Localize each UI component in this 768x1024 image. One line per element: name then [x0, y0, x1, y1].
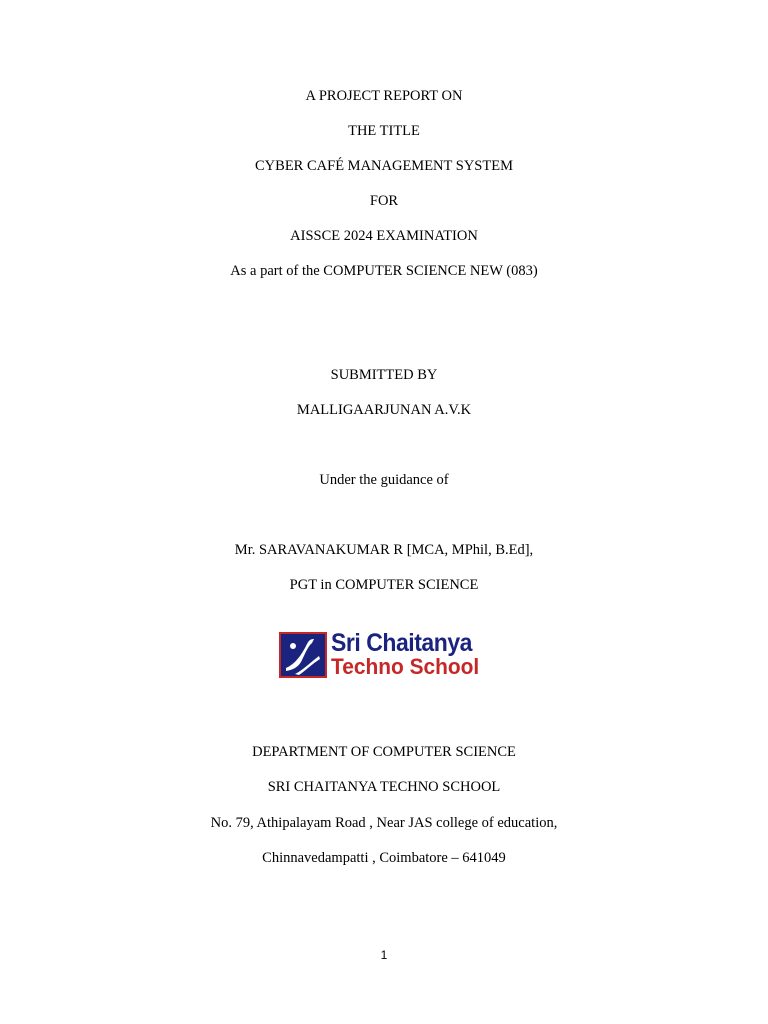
school-emblem-icon — [279, 632, 327, 678]
department-line: DEPARTMENT OF COMPUTER SCIENCE — [252, 744, 516, 760]
logo-text-top: Sri Chaitanya — [331, 629, 473, 657]
school-logo — [279, 629, 491, 680]
guide-designation: PGT in COMPUTER SCIENCE — [289, 577, 479, 593]
subject-line: As a part of the COMPUTER SCIENCE NEW (083) — [230, 263, 538, 279]
guidance-label: Under the guidance of — [319, 472, 449, 488]
project-title: CYBER CAFÉ MANAGEMENT SYSTEM — [255, 158, 513, 174]
submitted-by-label: SUBMITTED BY — [330, 367, 438, 383]
examination-line: AISSCE 2024 EXAMINATION — [290, 228, 478, 244]
address-line-1: No. 79, Athipalayam Road , Near JAS college of education, — [210, 815, 558, 831]
address-line-2: Chinnavedampatti , Coimbatore – 641049 — [262, 850, 506, 866]
school-name: SRI CHAITANYA TECHNO SCHOOL — [267, 779, 501, 795]
report-heading: A PROJECT REPORT ON — [305, 88, 463, 104]
for-label: FOR — [369, 193, 399, 209]
page-number: 1 — [380, 948, 388, 962]
logo-text-bottom: Techno School — [331, 654, 480, 679]
student-name: MALLIGAARJUNAN A.V.K — [296, 402, 472, 418]
guide-name: Mr. SARAVANAKUMAR R [MCA, MPhil, B.Ed], — [234, 542, 534, 558]
title-label: THE TITLE — [348, 123, 420, 139]
